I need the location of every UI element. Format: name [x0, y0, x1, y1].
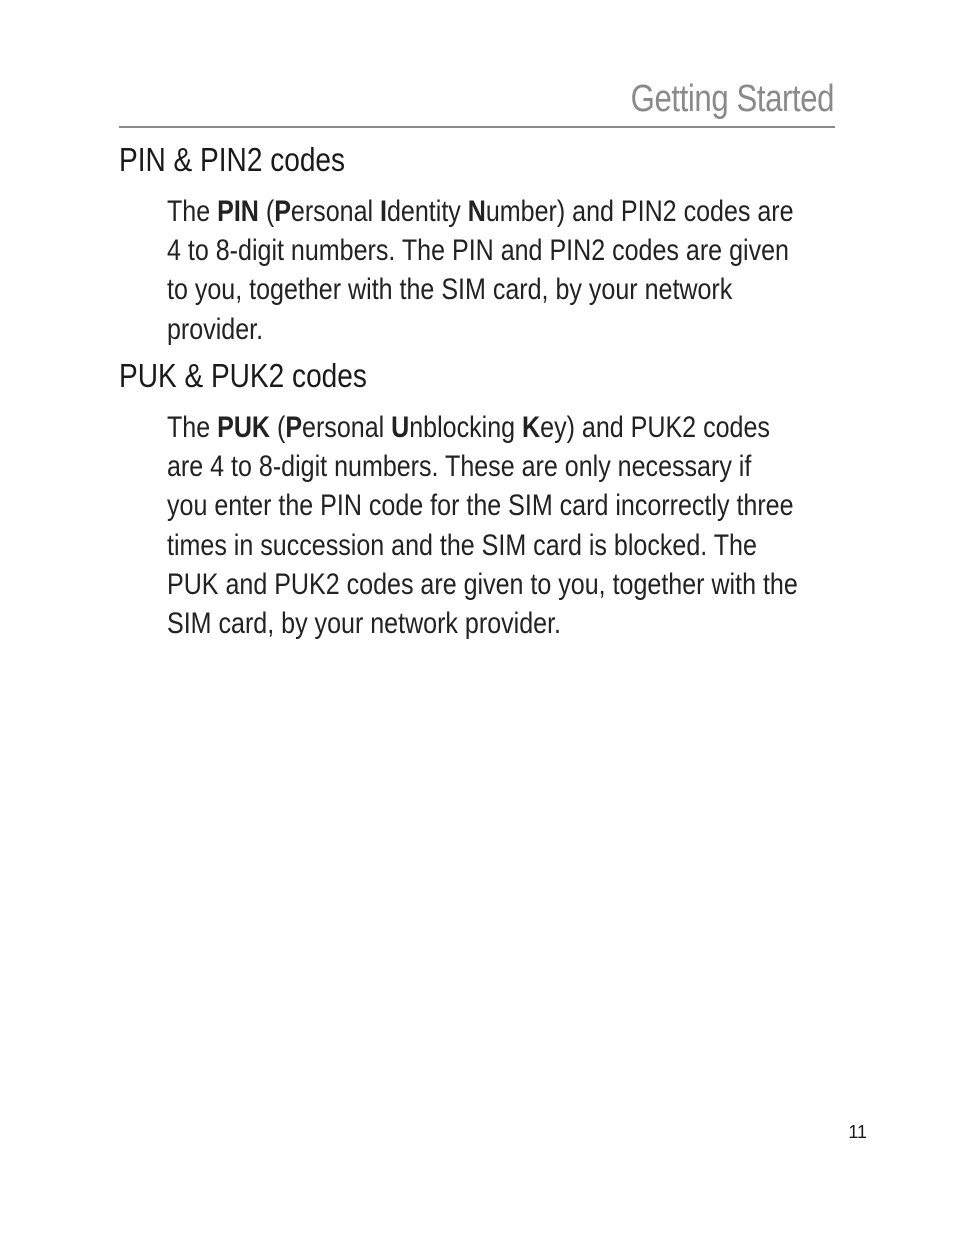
bold-term: PUK [217, 411, 271, 444]
section-body-pin [167, 192, 835, 349]
text-run: umber) and PIN2 codes are [485, 195, 794, 228]
bold-term: I [380, 195, 387, 228]
paragraph-line [167, 486, 835, 525]
text-run: ersonal [302, 411, 392, 444]
section-body-puk [167, 408, 835, 643]
paragraph-line [167, 447, 835, 486]
bold-term: PIN [217, 195, 259, 228]
text-run: PUK and PUK2 codes are given to you, together with the [167, 567, 798, 601]
section-heading-puk: PUK & PUK2 codes [119, 357, 367, 394]
text-run: 4 to 8-digit numbers. The PIN and PIN2 codes are given [167, 234, 789, 268]
paragraph-line [167, 270, 835, 309]
header-divider [119, 126, 835, 128]
text-run: The [167, 195, 218, 228]
paragraph-line [167, 310, 835, 349]
text-run: SIM card, by your network provider. [167, 607, 562, 641]
text-run: ( [258, 195, 275, 228]
bold-term: N [467, 195, 486, 228]
bold-term: U [391, 411, 410, 444]
chapter-title: Getting Started [630, 78, 834, 120]
text-run: ( [270, 411, 286, 444]
paragraph-line [167, 526, 835, 565]
bold-term: P [274, 195, 291, 228]
text-run: to you, together with the SIM card, by your network [167, 273, 733, 307]
text-run: ersonal [290, 195, 381, 228]
bold-term: P [285, 411, 303, 444]
text-run: you enter the PIN code for the SIM card incorrectly three [167, 489, 794, 523]
bold-term: K [522, 411, 541, 444]
paragraph-line [167, 604, 835, 643]
text-run: ey) and PUK2 codes [540, 411, 770, 444]
page-number: 11 [848, 1122, 867, 1142]
text-run: The [167, 411, 218, 444]
paragraph-line [167, 565, 835, 604]
paragraph-line [167, 408, 835, 447]
paragraph-line [167, 231, 835, 270]
paragraph-line [167, 192, 835, 231]
text-run: provider. [167, 312, 264, 346]
text-run: nblocking [409, 411, 523, 444]
text-run: dentity [386, 195, 468, 228]
text-run: times in succession and the SIM card is blocked. The [167, 528, 757, 562]
section-heading-pin: PIN & PIN2 codes [119, 141, 346, 178]
text-run: are 4 to 8-digit numbers. These are only necessary if [167, 450, 752, 484]
